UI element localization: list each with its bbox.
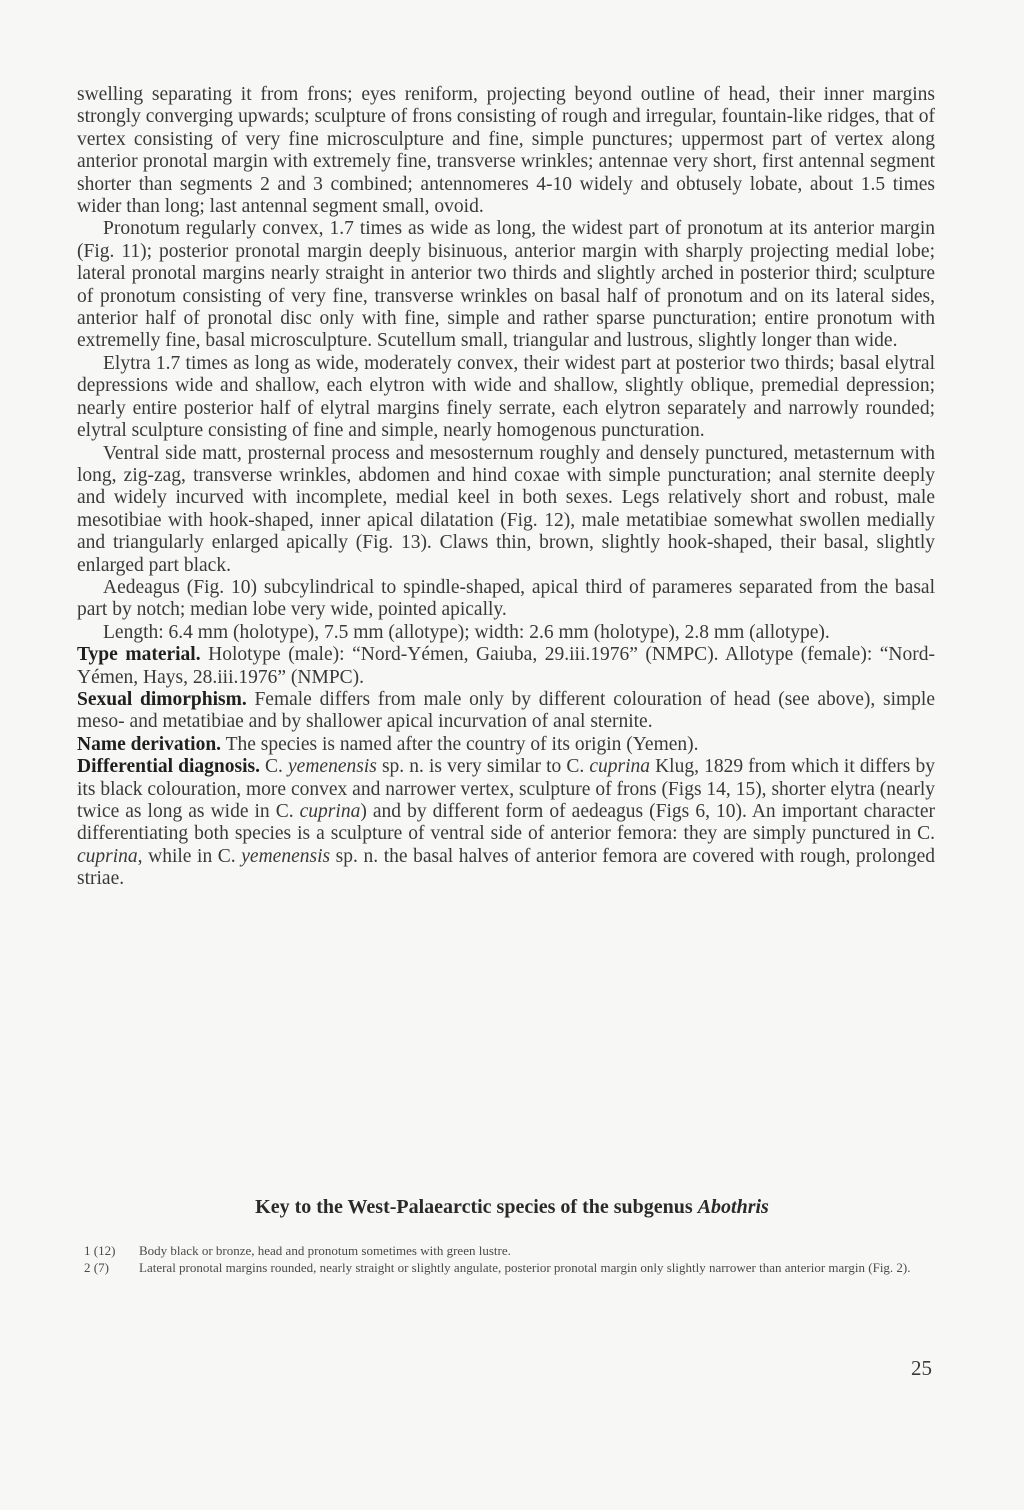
text-run: sp. n. is very similar to C. bbox=[376, 756, 590, 778]
key-item-number: 2 (7) bbox=[84, 1260, 109, 1275]
text-run: Klug, 1829 from which it differs by its black colouration, more convex and narrower vertex, sculpture of frons (Figs 14, 15), shorter elytra (nearly twice as long as wide in C. bbox=[77, 756, 935, 822]
species-name: cuprina bbox=[299, 801, 361, 822]
paragraph-head-description: swelling separating it from frons; eyes reniform, projecting beyond outline of head, their inner margins strongly converging upwards; sculpture of frons consisting of rough and irregular, fountain-like ridges, that of vertex consisting of very fine microsculpture and fine, simple punctures; uppermost part of vertex along anterior pronotal margin with extremely fine, transverse wrinkles; antennae very short, first antennal segment shorter than segments 2 and 3 combined; antennomeres 4-10 widely and obtusely lobate, about 1.5 times wider than long; last antennal segment small, ovoid. bbox=[77, 84, 935, 218]
text-run: , while in C. bbox=[137, 845, 242, 867]
paragraph-elytra: Elytra 1.7 times as long as wide, moderately convex, their widest part at posterior two thirds; basal elytral depressions wide and shallow, each elytron with wide and shallow, slightly oblique, premedial depression; nearly entire posterior half of elytral margins finely serrate, each elytron separately and narrowly rounded; elytral sculpture consisting of fine and simple, nearly homogenous puncturation. bbox=[77, 352, 935, 442]
key-item bbox=[84, 1242, 938, 1259]
name-derivation-label: Name derivation. bbox=[77, 733, 222, 755]
species-name: yemenensis bbox=[288, 756, 377, 778]
key-item-text: Body black or bronze, head and pronotum sometimes with green lustre. bbox=[139, 1243, 511, 1258]
key-heading-genus: Abothris bbox=[697, 1196, 769, 1218]
section-sexual-dimorphism bbox=[77, 689, 935, 734]
paragraph-aedeagus: Aedeagus (Fig. 10) subcylindrical to spindle-shaped, apical third of parameres separated from the basal part by notch; median lobe very wide, pointed apically. bbox=[77, 576, 935, 621]
key-heading bbox=[0, 1196, 1024, 1219]
section-name-derivation bbox=[77, 734, 935, 756]
paragraph-pronotum: Pronotum regularly convex, 1.7 times as wide as long, the widest part of pronotum at its anterior margin (Fig. 11); posterior pronotal margin deeply bisinuous, anterior margin with sharply projecting medial lobe; lateral pronotal margins nearly straight in anterior two thirds and slightly arched in posterior third; sculpture of pronotum consisting of very fine, transverse wrinkles on basal half of pronotum and on its lateral sides, anterior half of pronotal disc only with fine, simple and rather sparse puncturation; entire pronotum with extremelly fine, basal microsculpture. Scutellum small, triangular and lustrous, slightly longer than wide. bbox=[77, 218, 935, 352]
key-list bbox=[84, 1242, 938, 1276]
paragraph-ventral-side: Ventral side matt, prosternal process and mesosternum roughly and densely punctured, metasternum with long, zig-zag, transverse wrinkles, abdomen and hind coxae with simple puncturation; anal sternite deeply and widely incurved with incomplete, medial keel in both sexes. Legs relatively short and robust, male mesotibiae with hook-shaped, inner apical dilatation (Fig. 12), male metatibiae somewhat swollen medially and triangularly enlarged apically (Fig. 13). Claws thin, brown, slightly hook-shaped, their basal, slightly enlarged part black. bbox=[77, 442, 935, 576]
name-derivation-text: The species is named after the country of its origin (Yemen). bbox=[221, 733, 699, 755]
text-run: ) and by different form of aedeagus (Figs 6, 10). An important character differentiating both species is a sculpture of ventral side of anterior femora: they are simply punctured in C. bbox=[77, 801, 935, 845]
paragraph-length: Length: 6.4 mm (holotype), 7.5 mm (allotype); width: 2.6 mm (holotype), 2.8 mm (allotype). bbox=[103, 621, 830, 643]
sexual-dimorphism-text: Female differs from male only by different colouration of head (see above), simple meso- and metatibiae and by shallower apical incurvation of anal sternite. bbox=[77, 688, 935, 733]
text-run: sp. n. the basal halves of anterior femora are covered with rough, prolonged striae. bbox=[77, 845, 935, 890]
sexual-dimorphism-label: Sexual dimorphism. bbox=[77, 688, 247, 710]
type-material-text: Holotype (male): “Nord-Yémen, Gaiuba, 29.iii.1976” (NMPC). Allotype (female): “Nord-Yémen, Hays, 28.iii.1976” (NMPC). bbox=[77, 644, 935, 688]
species-name: yemenensis bbox=[241, 845, 331, 867]
species-name: cuprina bbox=[77, 845, 138, 867]
type-material-label: Type material. bbox=[77, 644, 201, 666]
page-number: 25 bbox=[911, 1356, 932, 1380]
body-text bbox=[77, 84, 935, 891]
key-item bbox=[84, 1259, 938, 1276]
section-differential-diagnosis bbox=[77, 756, 935, 890]
section-type-material bbox=[77, 644, 935, 689]
key-item-number: 1 (12) bbox=[84, 1243, 116, 1258]
text-run: C. bbox=[259, 756, 289, 778]
differential-diagnosis-label: Differential diagnosis. bbox=[77, 756, 260, 778]
key-heading-text: Key to the West-Palaearctic species of the subgenus bbox=[255, 1196, 698, 1218]
key-item-text: Lateral pronotal margins rounded, nearly straight or slightly angulate, posterior pronotal margin only slightly narrower than anterior margin (Fig. 2). bbox=[139, 1260, 911, 1275]
species-name: cuprina bbox=[589, 756, 650, 778]
